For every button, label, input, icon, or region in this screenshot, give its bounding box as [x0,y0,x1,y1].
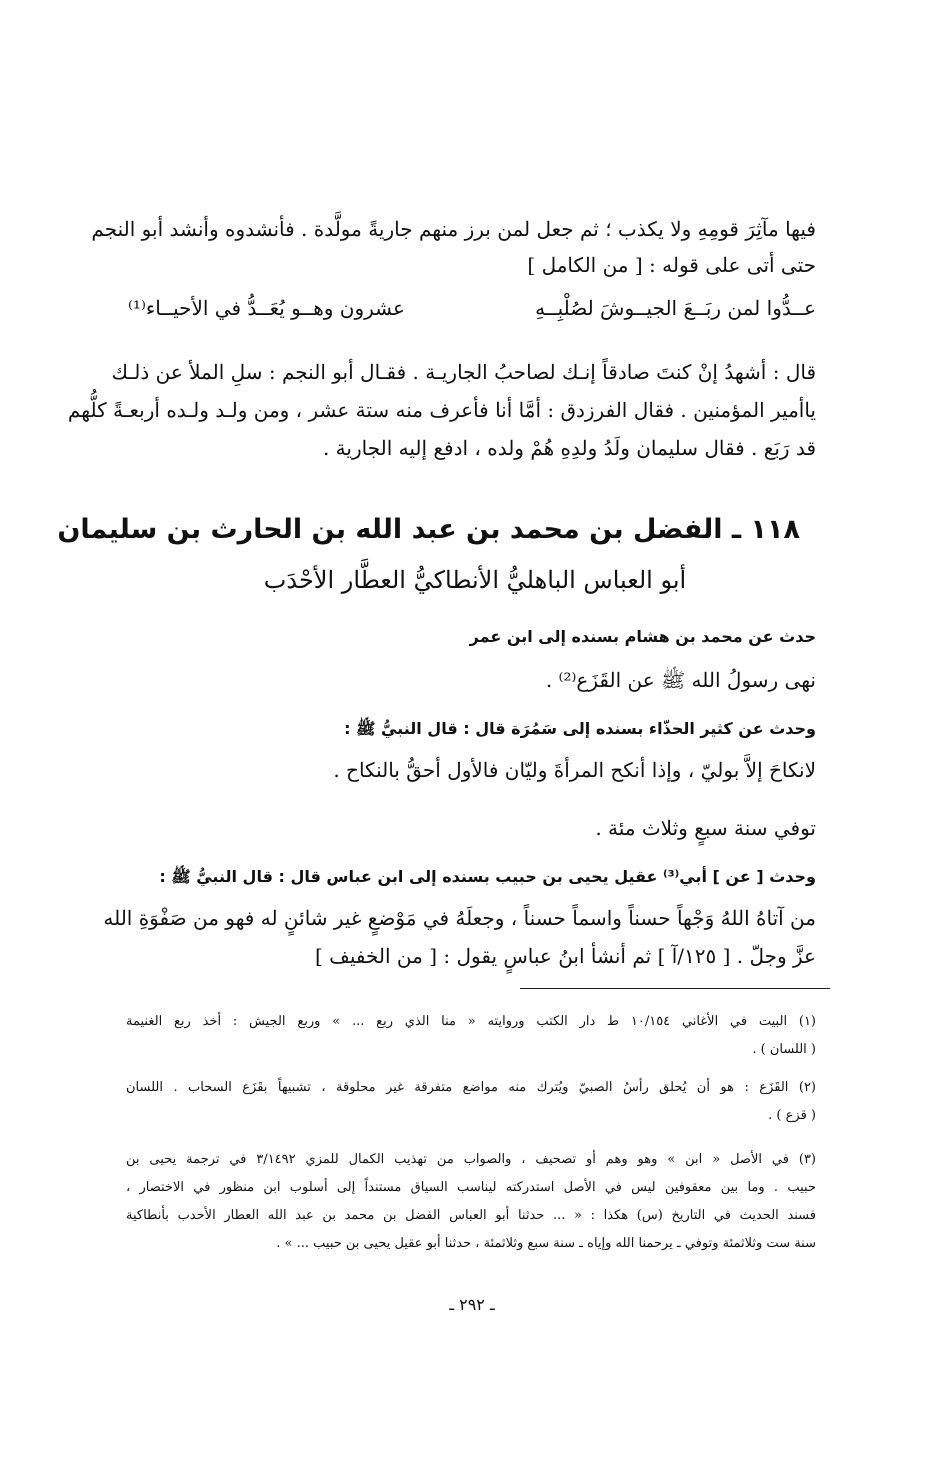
hadith-1-matn: نهى رسولُ الله ﷺ عن القَزَع⁽²⁾ . [545,668,816,692]
footnote-3-line-2: حبيب . وما بين معقوفين ليس في الأصل استدركته ليناسب السياق مستنداً إلى أسلوب ابن منظور في الاختصار ، [126,1180,816,1195]
footnote-1-line-2: ( اللسان ) . [752,1042,816,1057]
hadith-3-matn-line-2: عزَّ وجلّ . [ ١٢٥/آ ] ثم أنشأ ابنُ عباسٍ يقول : [ من الخفيف ] [314,944,816,968]
entry-title: ١١٨ ـ الفضل بن محمد بن عبد الله بن الحارث بن سليمان [57,514,800,545]
narrative-line-2: ياأمير المؤمنين . فقال الفرزدق : أمَّا أنا فأعرف منه ستة عشر ، ومن ولـد ولـده أربعـةً كلُّهم [67,398,816,422]
intro-line-1: فيها مآثِرَ قومِهِ ولا يكذب ؛ ثم جعل لمن برز منهم جاريةً مولَّدة . فأنشدوه وأنشد أبو النجم [91,217,816,241]
intro-line-2: حتى أتى على قوله : [ من الكامل ] [527,253,816,277]
narrative-line-3: قد رَبَع . فقال سليمان ولَدُ ولدِهِ هُمْ ولده ، ادفع إليه الجارية . [322,436,816,460]
hadith-2-matn: لانكاحَ إلاَّ بوليّ ، وإذا أنكح المرأةَ وليّان فالأول أحقُّ بالنكاح . [333,758,816,782]
entry-subtitle: أبو العباس الباهليُّ الأنطاكيُّ العطَّار الأحْدَب [263,566,687,594]
footnote-3-line-4: سنة ست وثلاثمئة وتوفي ـ يرحمنا الله وإياه ـ سنة سبع وثلاثمئة ، حدثنا أبو عقيل يحيى بن حبيب ... » . [276,1236,816,1251]
verse-second-hemistich: عشرون وهــو يُعَــدُّ في الأحيــاء⁽¹⁾ [128,296,405,320]
footnote-2-line-1: (٢) القَزَع : هو أن يُحلق رأسُ الصبيّ ويُترك منه مواضع متفرقة غير محلوقة ، تشبيهاً بقَزَع السحاب . اللسان [126,1080,816,1095]
footnote-3-line-1: (٣) في الأصل « ابن » وهو وهم أو تصحيف ، والصواب من تهذيب الكمال للمزي ٣/١٤٩٢ في ترجمة يحيى بن [126,1152,816,1167]
hadith-3-matn-line-1: من آتاهُ اللهُ وَجْهاً حسناً واسماً حسناً ، وجعلَهُ في مَوْضعٍ غير شائنٍ له فهو من صَفْوَةِ الله [103,906,816,930]
verse-first-hemistich: عــدُّوا لمن ربَــعَ الجيــوشَ لصُلْبِــهِ [535,296,816,320]
narrative-line-1: قال : أشهدُ إنْ كنتَ صادقاً إنـك لصاحبُ الجاريـة . فقـال أبو النجم : سلِ الملأ عن ذلـك [111,360,816,384]
page-number: ـ ٢٩٢ ـ [449,1295,495,1314]
hadith-1-isnad: حدث عن محمد بن هشام بسنده إلى ابن عمر [469,627,816,646]
footnote-separator [520,988,830,989]
hadith-3-isnad: وحدث [ عن ] أبي⁽³⁾ عقيل يحيى بن حبيب بسنده إلى ابن عباس قال : قال النبيُّ ﷺ : [159,867,816,886]
footnote-2-line-2: ( قزع ) . [768,1108,816,1123]
hadith-2-isnad: وحدث عن كثير الحذّاء بسنده إلى سَمُرَة قال : قال النبيُّ ﷺ : [344,719,816,738]
footnote-3-line-3: فسند الحديث في التاريخ (س) هكذا : « ... حدثنا أبو العباس الفضل بن محمد بن عبد الله العطار الأحدب بأنطاكية [126,1208,816,1223]
footnote-1-line-1: (١) البيت في الأغاني ١٠/١٥٤ ط دار الكتب وروايته « منا الذي ربع ... » وربع الجيش : أخذ ربع الغنيمة [126,1014,816,1029]
death-note: توفي سنة سبعٍ وثلاث مئة . [595,816,816,840]
